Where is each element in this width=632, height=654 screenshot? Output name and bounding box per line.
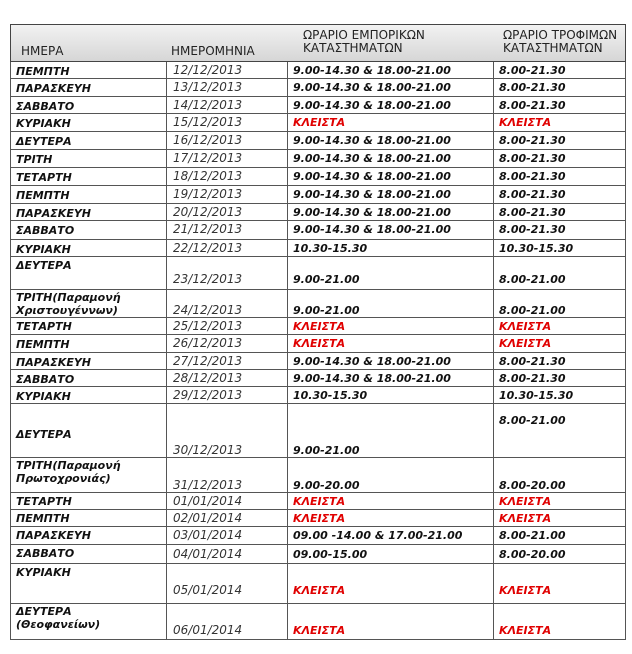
day-text: ΔΕΥΤΕΡΑ [16, 135, 72, 148]
cell-day [10, 335, 166, 352]
day-text: ΤΡΙΤΗ(Παραμονή Χριστουγέννων) [16, 291, 121, 317]
food-text: 8.00-21.00 [499, 529, 566, 542]
cell-commercial [287, 168, 493, 185]
day-text: ΔΕΥΤΕΡΑ [16, 428, 72, 441]
date-text: 23/12/2013 [173, 272, 243, 286]
date-text: 16/12/2013 [173, 133, 243, 147]
table-header [10, 24, 626, 62]
commercial-text: ΚΛΕΙΣΤΑ [293, 320, 346, 333]
cell-food [493, 564, 626, 603]
date-text: 01/01/2014 [173, 494, 243, 508]
cell-food [493, 370, 626, 386]
commercial-text: ΚΛΕΙΣΤΑ [293, 584, 346, 597]
cell-day [10, 62, 166, 78]
date-text: 14/12/2013 [173, 98, 243, 112]
cell-food [493, 150, 626, 167]
cell-date [166, 510, 287, 526]
day-text: ΠΕΜΠΤΗ [16, 512, 70, 525]
cell-commercial [287, 318, 493, 334]
header-commercial: ΩΡΑΡΙΟ ΕΜΠΟΡΙΚΩΝ ΚΑΤΑΣΤΗΜΑΤΩΝ [303, 28, 425, 55]
cell-day [10, 240, 166, 256]
day-text: ΠΕΜΠΤΗ [16, 338, 70, 351]
cell-date [166, 404, 287, 457]
date-text: 20/12/2013 [173, 205, 243, 219]
cell-food [493, 290, 626, 317]
cell-food [493, 387, 626, 403]
date-text: 13/12/2013 [173, 80, 243, 94]
cell-date [166, 221, 287, 239]
cell-food [493, 510, 626, 526]
day-text: ΣΑΒΒΑΤΟ [16, 100, 75, 113]
food-text: ΚΛΕΙΣΤΑ [499, 624, 552, 637]
commercial-text: 9.00-14.30 & 18.00-21.00 [293, 206, 451, 219]
cell-day [10, 221, 166, 239]
cell-date [166, 79, 287, 96]
table-row [10, 114, 626, 132]
cell-date [166, 186, 287, 203]
table-row [10, 370, 626, 387]
cell-date [166, 564, 287, 603]
cell-date [166, 370, 287, 386]
cell-commercial [287, 97, 493, 113]
cell-date [166, 240, 287, 256]
table-row [10, 168, 626, 186]
cell-date [166, 204, 287, 220]
cell-day [10, 318, 166, 334]
table-row [10, 132, 626, 150]
cell-food [493, 204, 626, 220]
cell-food [493, 353, 626, 369]
commercial-text: ΚΛΕΙΣΤΑ [293, 116, 346, 129]
cell-day [10, 150, 166, 167]
commercial-text: ΚΛΕΙΣΤΑ [293, 337, 346, 350]
food-text: 8.00-21.30 [499, 99, 566, 112]
day-text: ΚΥΡΙΑΚΗ [16, 566, 71, 579]
table-row [10, 493, 626, 510]
cell-commercial [287, 370, 493, 386]
cell-food [493, 493, 626, 509]
day-text: ΠΑΡΑΣΚΕΥΗ [16, 82, 92, 95]
header-day: ΗΜΕΡΑ [21, 44, 64, 58]
table-row [10, 353, 626, 370]
cell-day [10, 132, 166, 149]
commercial-text: 09.00 -14.00 & 17.00-21.00 [293, 529, 463, 542]
date-text: 28/12/2013 [173, 371, 243, 385]
cell-date [166, 545, 287, 563]
day-text: ΔΕΥΤΕΡΑ [16, 259, 72, 272]
commercial-text: ΚΛΕΙΣΤΑ [293, 624, 346, 637]
cell-day [10, 257, 166, 289]
table-row [10, 221, 626, 240]
commercial-text: 9.00-14.30 & 18.00-21.00 [293, 170, 451, 183]
cell-date [166, 150, 287, 167]
cell-commercial [287, 62, 493, 78]
food-text: ΚΛΕΙΣΤΑ [499, 584, 552, 597]
cell-commercial [287, 79, 493, 96]
cell-date [166, 132, 287, 149]
food-text: 8.00-21.00 [499, 304, 566, 317]
cell-day [10, 527, 166, 544]
cell-date [166, 318, 287, 334]
cell-date [166, 387, 287, 403]
commercial-text: 9.00-14.30 & 18.00-21.00 [293, 152, 451, 165]
day-text: ΤΕΤΑΡΤΗ [16, 171, 72, 184]
header-food: ΩΡΑΡΙΟ ΤΡΟΦΙΜΩΝ ΚΑΤΑΣΤΗΜΑΤΩΝ [503, 28, 618, 55]
cell-commercial [287, 564, 493, 603]
day-text: ΠΕΜΠΤΗ [16, 189, 70, 202]
table-row [10, 604, 626, 640]
day-text: ΤΡΙΤΗ [16, 153, 53, 166]
table-row [10, 564, 626, 604]
cell-food [493, 168, 626, 185]
table-row [10, 62, 626, 79]
cell-day [10, 545, 166, 563]
day-text: ΚΥΡΙΑΚΗ [16, 243, 71, 256]
day-text: ΠΕΜΠΤΗ [16, 65, 70, 78]
date-text: 17/12/2013 [173, 151, 243, 165]
cell-day [10, 290, 166, 317]
cell-commercial [287, 290, 493, 317]
cell-date [166, 493, 287, 509]
cell-day [10, 353, 166, 369]
cell-commercial [287, 545, 493, 563]
cell-day [10, 186, 166, 203]
food-text: ΚΛΕΙΣΤΑ [499, 320, 552, 333]
commercial-text: 9.00-14.30 & 18.00-21.00 [293, 188, 451, 201]
cell-day [10, 564, 166, 603]
cell-food [493, 318, 626, 334]
table-row [10, 545, 626, 564]
food-text: 10.30-15.30 [499, 242, 574, 255]
cell-date [166, 290, 287, 317]
cell-date [166, 527, 287, 544]
date-text: 05/01/2014 [173, 583, 243, 597]
food-text: 8.00-21.30 [499, 355, 566, 368]
date-text: 30/12/2013 [173, 443, 243, 457]
food-text: 8.00-21.30 [499, 206, 566, 219]
food-text: 8.00-21.30 [499, 188, 566, 201]
cell-date [166, 62, 287, 78]
date-text: 04/01/2014 [173, 547, 243, 561]
food-text: 8.00-21.30 [499, 64, 566, 77]
commercial-text: 9.00-21.00 [293, 273, 360, 286]
day-text: ΚΥΡΙΑΚΗ [16, 117, 71, 130]
holiday-hours-table [10, 24, 626, 646]
cell-food [493, 240, 626, 256]
table-row [10, 458, 626, 493]
table-row [10, 404, 626, 458]
commercial-text: 9.00-14.30 & 18.00-21.00 [293, 355, 451, 368]
commercial-text: 9.00-21.00 [293, 444, 360, 457]
date-text: 21/12/2013 [173, 222, 243, 236]
food-text: 8.00-21.00 [499, 273, 566, 286]
food-text: 10.30-15.30 [499, 389, 574, 402]
cell-day [10, 79, 166, 96]
date-text: 25/12/2013 [173, 319, 243, 333]
cell-date [166, 257, 287, 289]
date-text: 29/12/2013 [173, 388, 243, 402]
commercial-text: 10.30-15.30 [293, 389, 368, 402]
cell-commercial [287, 186, 493, 203]
cell-date [166, 353, 287, 369]
food-text: 8.00-21.30 [499, 170, 566, 183]
day-text: ΠΑΡΑΣΚΕΥΗ [16, 356, 92, 369]
cell-date [166, 114, 287, 131]
date-text: 26/12/2013 [173, 336, 243, 350]
cell-day [10, 458, 166, 492]
cell-date [166, 604, 287, 639]
table-row [10, 318, 626, 335]
cell-food [493, 79, 626, 96]
date-text: 02/01/2014 [173, 511, 243, 525]
cell-commercial [287, 527, 493, 544]
cell-date [166, 458, 287, 492]
date-text: 22/12/2013 [173, 241, 243, 255]
date-text: 31/12/2013 [173, 478, 243, 492]
table-row [10, 150, 626, 168]
commercial-text: 9.00-21.00 [293, 304, 360, 317]
commercial-text: 9.00-14.30 & 18.00-21.00 [293, 134, 451, 147]
day-text: ΤΕΤΑΡΤΗ [16, 320, 72, 333]
food-text: 8.00-21.30 [499, 134, 566, 147]
cell-commercial [287, 132, 493, 149]
food-text: ΚΛΕΙΣΤΑ [499, 116, 552, 129]
cell-date [166, 168, 287, 185]
cell-commercial [287, 493, 493, 509]
day-text: ΤΡΙΤΗ(Παραμονή Πρωτοχρονιάς) [16, 459, 121, 485]
cell-food [493, 545, 626, 563]
food-text: ΚΛΕΙΣΤΑ [499, 495, 552, 508]
cell-day [10, 370, 166, 386]
table-row [10, 335, 626, 353]
commercial-text: ΚΛΕΙΣΤΑ [293, 512, 346, 525]
cell-food [493, 257, 626, 289]
commercial-text: 9.00-14.30 & 18.00-21.00 [293, 372, 451, 385]
cell-commercial [287, 335, 493, 352]
table-row [10, 240, 626, 257]
food-text: 8.00-21.30 [499, 81, 566, 94]
food-text: 8.00-21.30 [499, 372, 566, 385]
cell-food [493, 186, 626, 203]
commercial-text: ΚΛΕΙΣΤΑ [293, 495, 346, 508]
food-text: 8.00-21.00 [499, 414, 566, 427]
day-text: ΠΑΡΑΣΚΕΥΗ [16, 207, 92, 220]
date-text: 27/12/2013 [173, 354, 243, 368]
cell-commercial [287, 404, 493, 457]
cell-food [493, 221, 626, 239]
date-text: 19/12/2013 [173, 187, 243, 201]
cell-day [10, 114, 166, 131]
cell-commercial [287, 114, 493, 131]
cell-date [166, 97, 287, 113]
table-row [10, 527, 626, 545]
food-text: ΚΛΕΙΣΤΑ [499, 512, 552, 525]
cell-food [493, 97, 626, 113]
header-date: ΗΜΕΡΟΜΗΝΙΑ [171, 44, 255, 58]
cell-food [493, 114, 626, 131]
cell-day [10, 168, 166, 185]
commercial-text: 10.30-15.30 [293, 242, 368, 255]
cell-day [10, 204, 166, 220]
cell-day [10, 97, 166, 113]
cell-day [10, 604, 166, 639]
day-text: ΤΕΤΑΡΤΗ [16, 495, 72, 508]
cell-food [493, 604, 626, 639]
day-text: ΠΑΡΑΣΚΕΥΗ [16, 529, 92, 542]
day-text: ΣΑΒΒΑΤΟ [16, 224, 75, 237]
cell-food [493, 458, 626, 492]
cell-commercial [287, 604, 493, 639]
commercial-text: 9.00-14.30 & 18.00-21.00 [293, 223, 451, 236]
cell-commercial [287, 221, 493, 239]
commercial-text: 09.00-15.00 [293, 548, 368, 561]
date-text: 15/12/2013 [173, 115, 243, 129]
cell-day [10, 387, 166, 403]
cell-commercial [287, 257, 493, 289]
cell-commercial [287, 387, 493, 403]
cell-day [10, 493, 166, 509]
cell-food [493, 132, 626, 149]
food-text: 8.00-21.30 [499, 152, 566, 165]
cell-commercial [287, 510, 493, 526]
cell-commercial [287, 240, 493, 256]
date-text: 18/12/2013 [173, 169, 243, 183]
day-text: ΚΥΡΙΑΚΗ [16, 390, 71, 403]
cell-day [10, 404, 166, 457]
cell-commercial [287, 353, 493, 369]
commercial-text: 9.00-14.30 & 18.00-21.00 [293, 81, 451, 94]
cell-food [493, 335, 626, 352]
cell-commercial [287, 204, 493, 220]
date-text: 06/01/2014 [173, 623, 243, 637]
table-row [10, 510, 626, 527]
cell-date [166, 335, 287, 352]
food-text: 8.00-20.00 [499, 479, 566, 492]
commercial-text: 9.00-20.00 [293, 479, 360, 492]
commercial-text: 9.00-14.30 & 18.00-21.00 [293, 64, 451, 77]
food-text: 8.00-20.00 [499, 548, 566, 561]
date-text: 03/01/2014 [173, 528, 243, 542]
cell-food [493, 62, 626, 78]
table-row [10, 204, 626, 221]
table-row [10, 387, 626, 404]
date-text: 24/12/2013 [173, 303, 243, 317]
date-text: 12/12/2013 [173, 63, 243, 77]
cell-day [10, 510, 166, 526]
table-row [10, 79, 626, 97]
day-text: ΣΑΒΒΑΤΟ [16, 373, 75, 386]
food-text: 8.00-21.30 [499, 223, 566, 236]
day-text: ΣΑΒΒΑΤΟ [16, 547, 75, 560]
food-text: ΚΛΕΙΣΤΑ [499, 337, 552, 350]
table-row [10, 186, 626, 204]
table-row [10, 290, 626, 318]
table-row [10, 257, 626, 290]
cell-commercial [287, 150, 493, 167]
day-text: ΔΕΥΤΕΡΑ (Θεοφανείων) [16, 605, 101, 631]
cell-food [493, 527, 626, 544]
cell-commercial [287, 458, 493, 492]
commercial-text: 9.00-14.30 & 18.00-21.00 [293, 99, 451, 112]
cell-food [493, 404, 626, 457]
table-row [10, 97, 626, 114]
